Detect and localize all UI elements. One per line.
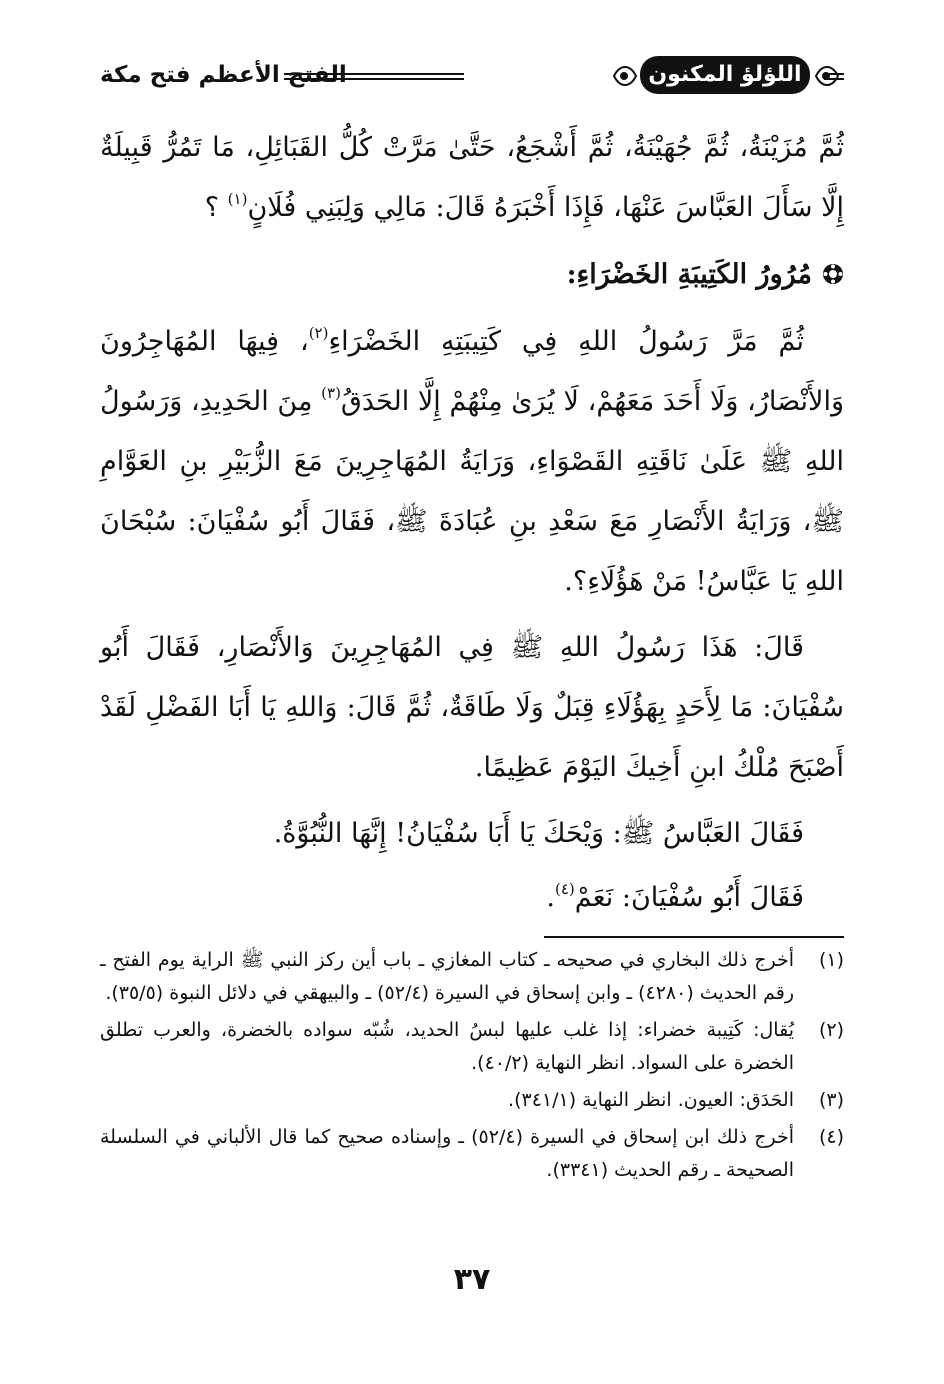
book-title-badge: اللؤلؤ المكنون [640, 56, 810, 94]
paragraph-3: قَالَ: هَذَا رَسُولُ اللهِ ﷺ فِي المُهَاجِرِينَ وَالأَنْصَارِ، فَقَالَ أَبُو سُفْيَانَ: مَا لِأَحَدٍ بِهَؤُلَاءِ قِبَلٌ وَلَا طَاقَةٌ، ثُمَّ قَالَ: وَاللهِ يَا أَبَا الفَضْلِ لَقَدْ أَصْبَحَ مُلْكُ ابنِ أَخِيكَ اليَوْمَ عَظِيمًا. [100, 632, 844, 783]
paragraph-1-end: ؟ [204, 192, 228, 223]
section-heading [100, 238, 844, 312]
ornament-right-icon [812, 58, 840, 94]
footnote-text: الحَدَق: العيون. انظر النهاية (٣٤١/١). [508, 1089, 794, 1111]
footnote-ref-2: (٢) [308, 324, 329, 342]
footnotes [100, 944, 844, 1191]
flower-bullet-icon [822, 263, 844, 285]
footnote-text: أخرج ذلك ابن إسحاق في السيرة (٥٢/٤) ـ وإسناده صحيح كما قال الألباني في السلسلة الصحيحة ـ رقم الحديث (٣٣٤١). [100, 1126, 794, 1181]
footnote-text: يُقال: كَتِيبة خضراء: إذا غلب عليها لبسُ الحديد، شُبّه سواده بالخضرة، والعرب تطلق الخضرة على السواد. انظر النهاية (٤٠/٢). [100, 1019, 794, 1074]
paragraph-2-text-c: مِنَ الحَدِيدِ، وَرَسُولُ اللهِ ﷺ عَلَىٰ نَاقَتِهِ القَصْوَاءِ، وَرَايَةُ المُهَاجِرِينَ مَعَ الزُّبَيْرِ بنِ العَوَّامِ ﷺ، وَرَايَةُ الأَنْصَارِ مَعَ سَعْدِ بنِ عُبَادَةَ ﷺ، فَقَالَ أَبُو سُفْيَانَ: سُبْحَانَ اللهِ يَا عَبَّاسُ! مَنْ هَؤُلَاءِ؟. [100, 386, 844, 597]
footnote-1 [100, 944, 844, 1010]
page-number: ٣٧ [453, 1262, 491, 1297]
section-heading-text: مُرُورُ الكَتِيبَةِ الخَضْرَاءِ: [566, 259, 812, 290]
paragraph-2-text-a: ثُمَّ مَرَّ رَسُولُ اللهِ فِي كَتِيبَتِهِ الخَضْرَاءِ [328, 326, 804, 357]
footnote-text: أخرج ذلك البخاري في صحيحه ـ كتاب المغازي ـ باب أين ركز النبي ﷺ الراية يوم الفتح ـ رقم الحديث (٤٢٨٠) ـ وابن إسحاق في السيرة (٥٢/٤) ـ والبيهقي في دلائل النبوة (٣٥/٥). [100, 949, 794, 1004]
chapter-title: الفتح الأعظم فتح مكة [100, 62, 347, 88]
footnote-number: (١) [818, 949, 844, 971]
running-header [100, 52, 844, 102]
footnote-4 [100, 1121, 844, 1187]
paragraph-4: فَقَالَ العَبَّاسُ ﷺ: وَيْحَكَ يَا أَبَا سُفْيَانُ! إِنَّهَا النُّبُوَّةُ. [273, 818, 804, 849]
footnote-2 [100, 1014, 844, 1080]
main-text [100, 118, 844, 928]
footnote-number: (٣) [818, 1089, 844, 1111]
ornament-left-icon [610, 58, 638, 94]
paragraph-2 [100, 312, 844, 612]
paragraph-5-end: . [546, 882, 555, 913]
paragraph-5 [100, 868, 844, 928]
paragraph-5-text: فَقَالَ أَبُو سُفْيَانَ: نَعَمْ [574, 882, 804, 913]
paragraph-2-text-b: ، فِيهَا المُهَاجِرُونَ وَالأَنْصَارُ، وَلَا أَحَدَ مَعَهُمْ، لَا يُرَىٰ مِنْهُمْ إِلَّا الحَدَقُ [100, 326, 844, 417]
footnote-number: (٤) [818, 1126, 844, 1148]
paragraph-1-text: ثُمَّ مُزَيْنَةُ، ثُمَّ جُهَيْنَةُ، ثُمَّ أَشْجَعُ، حَتَّىٰ مَرَّتْ كُلُّ القَبَائِلِ، مَا تَمُرُّ قَبِيلَةٌ إِلَّا سَأَلَ العَبَّاسَ عَنْهَا، فَإِذَا أَخْبَرَهُ قَالَ: مَالِي وَلِبَنِي فُلَانٍ [100, 132, 844, 223]
footnote-ref-1: (١) [227, 190, 248, 208]
paragraph-1 [100, 118, 844, 238]
footnote-3 [100, 1084, 844, 1117]
footnote-separator [544, 936, 844, 938]
footnote-ref-3: (٣) [321, 384, 341, 402]
footnote-number: (٢) [818, 1019, 844, 1041]
footnote-ref-4: (٤) [555, 880, 575, 898]
